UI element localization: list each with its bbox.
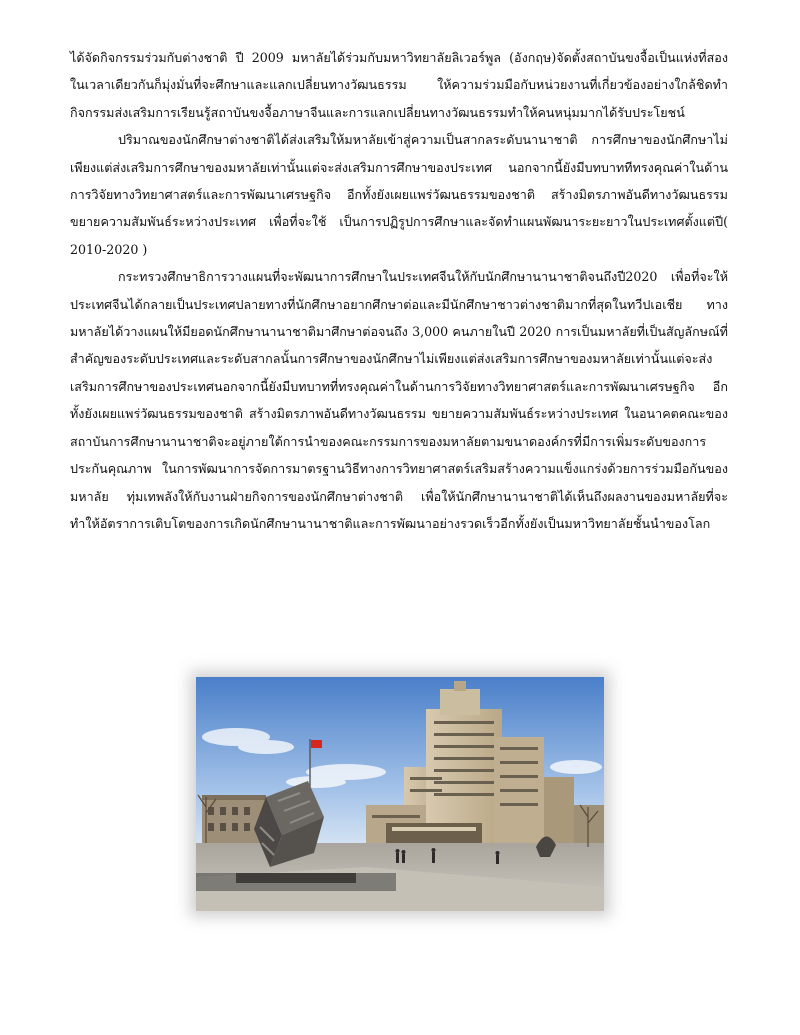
body-text bbox=[70, 44, 728, 537]
paragraph-2: ปริมาณของนักศึกษาต่างชาติได้ส่งเสริมให้มหาลัยเข้าสู่ความเป็นสากลระดับนานาชาติ การศึกษาของนักศึกษาไม่เพียงแต่ส่งเสริมการศึกษาของมหาลัยเท่านั้นแต่จะส่งเสริมการศึกษาของประเทศ นอกจากนี้ยังมีบทบาททีทรงคุณค่าในด้านการวิจัยทางวิทยาศาสตร์และการพัฒนาเศรษฐกิจ อีกทั้งยังเผยแพร่วัฒนธรรมของชาติ สร้างมิตรภาพอันดีทางวัฒนธรรม ขยายความสัมพันธ์ระหว่างประเทศ เพื่อที่จะใช้ เป็นการปฏิรูปการศึกษาและจัดทำแผนพัฒนาระยะยาวในประเทศตั้งแต่ปี( 2010-2020 ) bbox=[70, 132, 728, 257]
paragraph-3: กระทรวงศึกษาธิการวางแผนที่จะพัฒนาการศึกษาในประเทศจีนให้กับนักศึกษานานาชาติจนถึงปี2020 เพื่อที่จะให้ประเทศจีนได้กลายเป็นประเทศปลายทางที่นักศึกษาอยากศึกษาต่อและมีนักศึกษาชาวต่างชาติมากที่สุดในทวีปเอเชีย ทางมหาลัยได้วางแผนให้มียอดนักศึกษานานาชาติมาศึกษาต่อจนถึง 3,000 คนภายในปี 2020 การเป็นมหาลัยที่เป็นสัญลักษณ์ที่สำคัญของระดับประเทศและระดับสากลนั้นการศึกษาของนักศึกษาไม่เพียงแต่ส่งเสริมการศึกษาของมหาลัยเท่านั้นแต่จะส่งเสริมการศึกษาของประเทศนอกจากนี้ยังมีบทบาทที่ทรงคุณค่าในด้านการวิจัยทางวิทยาศาสตร์และการพัฒนาเศรษฐกิจ อีกทั้งยังเผยแพร่วัฒนธรรมของชาติ สร้างมิตรภาพอันดีทางวัฒนธรรม ขยายความสัมพันธ์ระหว่างประเทศ ในอนาคตคณะของสถาบันการศึกษานานาชาติจะอยู่ภายใต้การนำของคณะกรรมการของมหาลัยตามขนาดองค์กรที่มีการเพิ่มระดับของการประกันคุณภาพ ในการพัฒนาการจัดการมาตรฐานวิธีทางการวิทยาศาสตร์เสริมสร้างความแข็งแกร่งด้วยการร่วมมือกันของมหาลัย ทุ่มเทพลังให้กับงานฝ่ายกิจการของนักศึกษาต่างชาติ เพื่อให้นักศึกษานานาชาติได้เห็นถึงผลงานของมหาลัยที่จะทำให้อัตราการเติบโตของการเกิดนักศึกษานานาชาติและการพัฒนาอย่างรวดเร็วอีกทั้งยังเป็นมหาวิทยาลัยชั้นนำของโลก bbox=[70, 269, 728, 531]
left-building bbox=[202, 795, 266, 843]
campus-photo-illustration bbox=[196, 677, 604, 911]
flag bbox=[311, 740, 322, 748]
campus-photo bbox=[196, 677, 604, 911]
right-building bbox=[574, 805, 604, 847]
paragraph-1: ได้จัดกิจกรรมร่วมกับต่างชาติ ปี 2009 มหาลัยได้ร่วมกับมหาวิทยาลัยลิเวอร์พูล (อังกฤษ)จัดตั้งสถาบันขงจื้อเป็นแห่งที่สอง ในเวลาเดียวกันก็มุ่งมั่นที่จะศึกษาและแลกเปลี่ยนทางวัฒนธรรม ให้ความร่วมมือกับหน่วยงานที่เกี่ยวข้องอย่างใกล้ชิดทำกิจกรรมส่งเสริมการเรียนรู้สถาบันขงจื้อภาษาจีนและการแลกเปลี่ยนทางวัฒนธรรมทำให้คนหนุ่มมากได้รับประโยชน์ bbox=[70, 50, 728, 120]
